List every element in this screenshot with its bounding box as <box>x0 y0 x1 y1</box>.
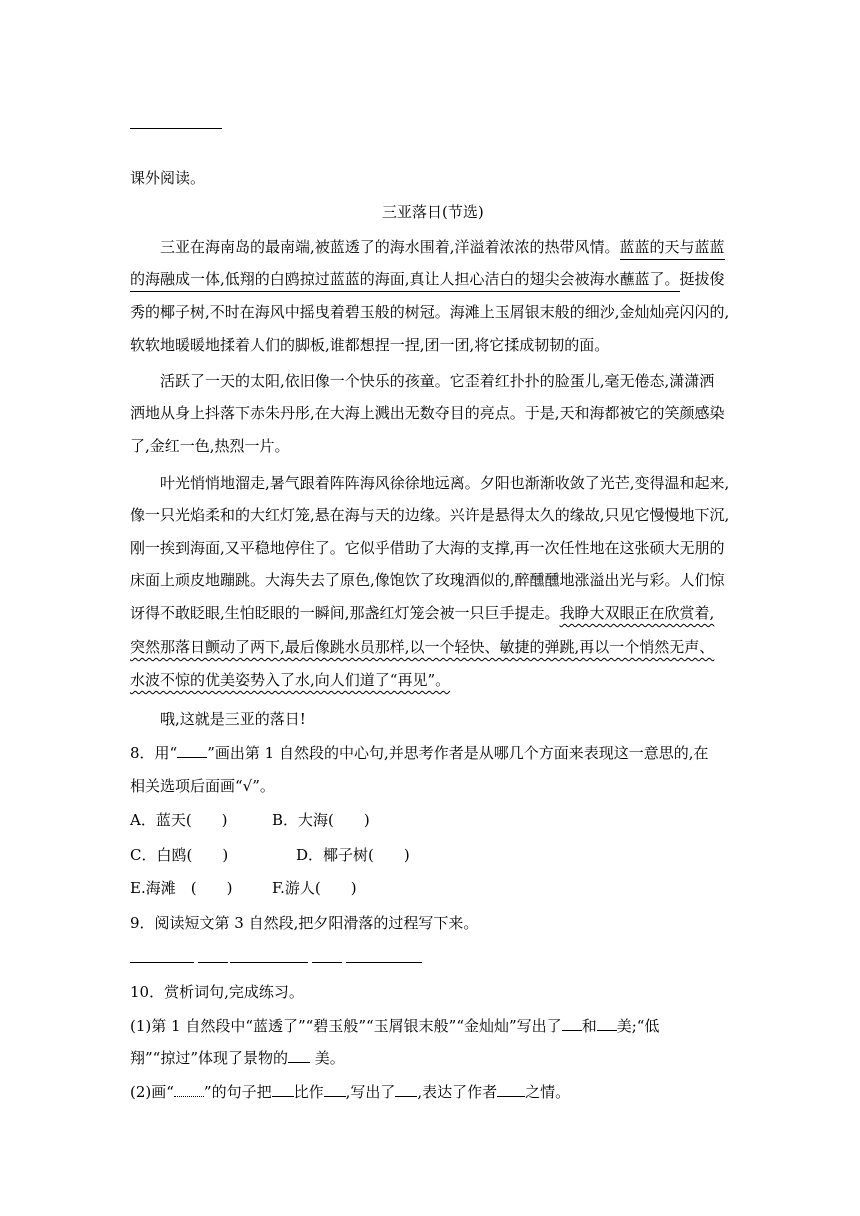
q10-s2-text-e: ,表达了作者 <box>417 1083 498 1101</box>
p1-line-1-text: 三亚在海南岛的最南端,被蓝透了的海水围着,洋溢着浓浓的热带风情。 <box>160 238 620 256</box>
q10-s2-text-b: ”的句子把 <box>203 1083 272 1101</box>
wavy-sentence-line-3: 水波不惊的优美姿势入了水,向人们道了“再见”。 <box>130 671 451 689</box>
q8-option-b[interactable]: B．大海( ) <box>272 811 370 829</box>
q10-s1-blank-3[interactable] <box>288 1048 310 1063</box>
q10-s2-blank-1[interactable] <box>272 1082 294 1097</box>
q8-line-sample <box>177 743 207 758</box>
p1-line-1 <box>160 237 725 257</box>
q10-s1-blank-2[interactable] <box>597 1016 617 1031</box>
q8-option-f[interactable]: F.游人( ) <box>272 879 357 897</box>
q10-s1-text-a: (1)第 1 自然段中“蓝透了”“碧玉般”“玉屑银末般”“金灿灿”写出了 <box>130 1017 562 1035</box>
q10-s2-line <box>130 1082 570 1102</box>
wavy-sentence: 我睁大双眼正在欣赏着, <box>559 604 715 622</box>
wavy-sentence-line-2: 突然那落日颤动了两下,最后像跳水员那样,以一个轻快、敏捷的弹跳,再以一个悄然无声、 <box>130 638 715 656</box>
q8-text-a: 8．用“ <box>130 744 178 762</box>
p1-line-4: 软软地暖暖地揉着人们的脚板,谁都想捏一捏,团一团,将它揉成韧韧的面。 <box>130 336 610 354</box>
section-heading: 课外阅读。 <box>130 169 206 187</box>
q10-text: 10．赏析词句,完成练习。 <box>130 983 304 1001</box>
q8-line-1 <box>130 743 709 763</box>
p2-line-2: 洒地从身上抖落下赤朱丹彤,在大海上溅出无数夺目的亮点。于是,天和海都被它的笑颜感染 <box>130 404 725 422</box>
q8-text-b: ”画出第 1 自然段的中心句,并思考作者是从哪几个方面来表现这一意思的,在 <box>207 744 709 762</box>
q10-s1-text-b: 和 <box>581 1017 597 1035</box>
central-sentence-underline: 蓝蓝的天与蓝蓝 <box>620 238 725 260</box>
q9-answer-line[interactable] <box>198 962 228 963</box>
q8-option-d[interactable]: D．椰子树( ) <box>296 846 410 864</box>
q10-s2-text-a: (2)画“ <box>130 1083 174 1101</box>
q10-s1-line-1 <box>130 1016 659 1036</box>
q10-s2-text-d: ,写出了 <box>345 1083 396 1101</box>
q8-option-c[interactable]: C．白鸥( ) <box>130 846 229 864</box>
passage-title: 三亚落日(节选) <box>382 203 484 221</box>
q10-s2-text-f: 之情。 <box>525 1083 571 1101</box>
q10-s2-blank-4[interactable] <box>497 1082 525 1097</box>
p3-line-4: 床面上顽皮地蹦跳。大海失去了原色,像饱饮了玫瑰酒似的,醉醺醺地涨溢出光与彩。人们惊 <box>130 571 725 589</box>
p4: 哦,这就是三亚的落日! <box>160 710 306 728</box>
q10-s2-blank-3[interactable] <box>395 1082 417 1097</box>
p2-line-1: 活跃了一天的太阳,依旧像一个快乐的孩童。它歪着红扑扑的脸蛋儿,毫无倦态,潇潇洒 <box>160 372 715 390</box>
q10-s2-text-c: 比作 <box>293 1083 324 1101</box>
q8-option-e[interactable]: E.海滩 ( ) <box>130 879 233 897</box>
central-sentence-underline-cont: 的海融成一体,低翔的白鸥掠过蓝蓝的海面,真让人担心洁白的翅尖会被海水蘸蓝了。 <box>130 270 680 292</box>
q10-s2-blank-2[interactable] <box>324 1082 346 1097</box>
q10-s1-text-d: 翔”“掠过”体现了景物的 <box>130 1049 289 1067</box>
p1-line-2-text: 挺拔俊 <box>679 270 725 288</box>
answer-line-top <box>130 128 222 129</box>
q10-s1-blank-1[interactable] <box>562 1016 582 1031</box>
p2-line-3: 了,金红一色,热烈一片。 <box>130 437 290 455</box>
q9-text: 9．阅读短文第 3 自然段,把夕阳滑落的过程写下来。 <box>130 914 479 932</box>
q9-answer-line[interactable] <box>312 962 342 963</box>
p3-line-5-text: 讶得不敢眨眼,生怕眨眼的一瞬间,那盏红灯笼会被一只巨手提走。 <box>130 604 560 622</box>
q9-answer-line[interactable] <box>346 962 422 963</box>
q8-line-2: 相关选项后面画“√”。 <box>130 777 275 795</box>
q10-s1-line-2 <box>130 1048 345 1068</box>
q10-s1-text-c: 美;“低 <box>616 1017 660 1035</box>
p3-line-3: 刚一挨到海面,又平稳地停住了。它似乎借助了大海的支撑,再一次任性地在这张硕大无朋的 <box>130 539 725 557</box>
p3-line-2: 像一只光焰柔和的大红灯笼,悬在海与天的边缘。兴许是悬得太久的缘故,只见它慢慢地下沉, <box>130 506 730 524</box>
q10-s2-wavy-sample <box>174 1082 204 1097</box>
q9-answer-line[interactable] <box>230 962 308 963</box>
p3-line-5 <box>130 603 714 623</box>
q10-s1-text-e: 美。 <box>310 1049 345 1067</box>
p1-line-2 <box>130 269 725 289</box>
q9-answer-line[interactable] <box>130 962 194 963</box>
p3-line-1: 叶光悄悄地溜走,暑气跟着阵阵海风徐徐地远离。夕阳也渐渐收敛了光芒,变得温和起来, <box>160 474 730 492</box>
q8-option-a[interactable]: A．蓝天( ) <box>130 811 228 829</box>
p1-line-3: 秀的椰子树,不时在海风中摇曳着碧玉般的树冠。海滩上玉屑银末般的细沙,金灿灿亮闪闪的, <box>130 303 730 321</box>
